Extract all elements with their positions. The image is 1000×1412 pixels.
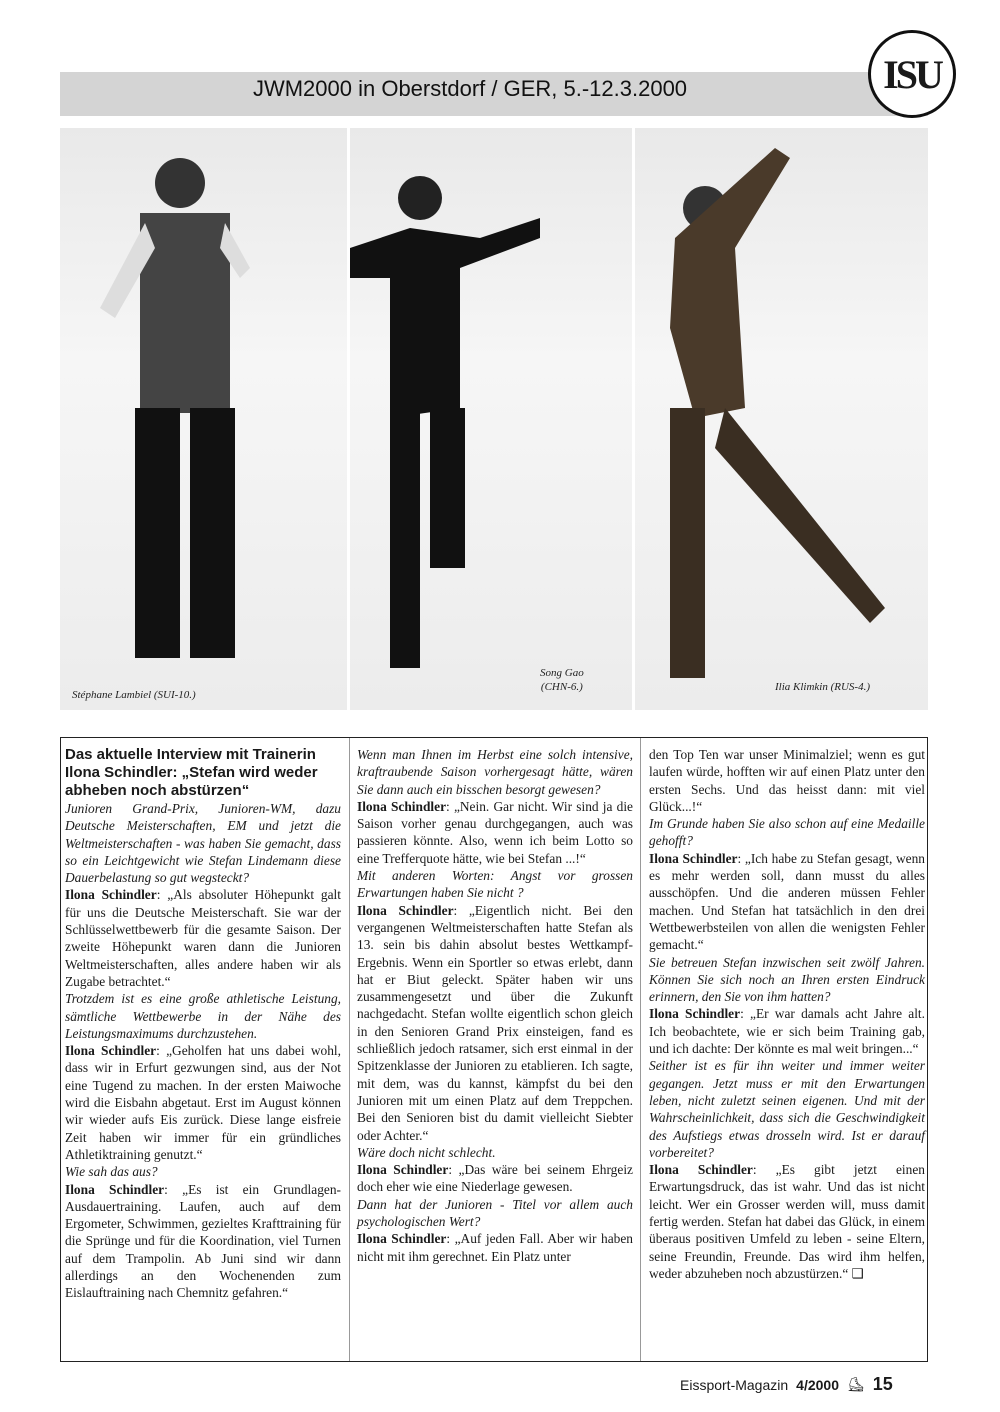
interview-article [60, 737, 928, 1362]
speaker-name: Ilona Schindler [65, 887, 157, 903]
answer-text: : „Es gibt jetzt einen Erwartungsdruck, das ist wahr. Und das ist nicht leicht. Wer ein Grosser werden will, muss damit fertig werden. Stefan hat dabei das Glück, in einem überaus positiven Umfeld zu leben - seine Eltern, seine Freundin, Freunde. Das wird ihm helfen, weder abzuheben noch abzustürzen.“ ❑ [649, 1162, 925, 1281]
text-paragraph: den Top Ten war unser Minimalziel; wenn es gut laufen würde, hofften wir auf einen Platz unter den ersten Sechs. Und das heisst dann: mit viel Glück...!“ [649, 747, 925, 814]
article-headline: Das aktuelle Interview mit Trainerin Ilona Schindler: „Stefan wird weder abheben noch abstürzen“ [65, 746, 318, 799]
question-paragraph: Dann hat der Junioren - Titel vor allem auch psychologischen Wert? [357, 1196, 633, 1230]
speaker-name: Ilona Schindler [357, 902, 454, 918]
answer-paragraph [649, 850, 925, 954]
issue-number: 4/2000 [796, 1376, 839, 1393]
answer-paragraph [357, 902, 633, 1144]
answer-paragraph [649, 1161, 925, 1282]
question-paragraph: Wenn man Ihnen im Herbst eine solch intensive, kraftraubende Saison vorhergesagt hätte, wären Sie dann auch ein bisschen besorgt gewesen? [357, 747, 633, 797]
photo-lambiel [60, 128, 347, 710]
answer-paragraph [65, 1181, 341, 1302]
speaker-name: Ilona Schindler [357, 1162, 449, 1178]
page-footer [680, 1374, 960, 1395]
speaker-name: Ilona Schindler [649, 1162, 753, 1178]
answer-paragraph [649, 1005, 925, 1057]
question-paragraph: Seither ist es für ihn weiter und immer weiter gegangen. Jetzt muss er mit den Erwartungen leben, nicht zuletzt seinen eigenen. Und mit der Wahrscheinlichkeit, dass sich die Geschwindigkeit des Aufstiegs etwas drosseln wird. Ist er darauf vorbereitet? [649, 1058, 925, 1160]
speaker-name: Ilona Schindler [357, 1231, 447, 1247]
answer-text: : „Es ist ein Grundlagen-Ausdauertraining. Laufen, auch auf dem Ergometer, Schwimmen, gezieltes Krafttraining für die Sprünge und für die Koordination, viel Turnen auf dem Trampolin. Ab Juni sind wir dann allerdings an den Wochenenden zum Eislauftraining nach Chemnitz gefahren.“ [65, 1181, 341, 1301]
article-column-1 [65, 746, 341, 1302]
speaker-name: Ilona Schindler [649, 850, 738, 866]
question-paragraph: Wie sah das aus? [65, 1164, 158, 1180]
answer-text: : „Als absoluter Höhepunkt galt für uns die Deutsche Meisterschaft. Sie war der Schlüsselwettbewerb für die gesamte Saison. Der zweite Höhepunkt waren dann die Junioren Weltmeisterschaften, alles andere haben wir als Zugabe betrachtet.“ [65, 887, 342, 989]
answer-text: : „Eigentlich nicht. Bei den vergangenen Weltmeisterschaften hatte Stefan als 13. sein bis dahin absolut bestes Wettkampf-Ergebnis. Wenn ein Sportler so etwas erlebt, dann hat er Biut geleckt. Später haben wir uns zusammengesetzt und über die Zukunft nachgedacht. Stefan wollte eigentlich schon gleich in den Senioren Grand Prix einsteigen, fand es schließlich jedoch ratsamer, sich erst einmal in der Spitzenklasse der Junioren zu etablieren. Ich sagte, mit dem, was du kannst, kämpfst du bei den Junioren mit um einen Platz auf dem Treppchen. Bei den Senioren bist du damit vielleicht Siebter oder Achter.“ [357, 902, 633, 1143]
photo-gao [350, 128, 632, 710]
speaker-name: Ilona Schindler [65, 1043, 157, 1059]
answer-paragraph [357, 1161, 633, 1196]
skate-logo-icon: ⛸ [846, 1376, 865, 1392]
answer-text: : „Das wäre bei seinem Ehrgeiz doch eher wie eine Niederlage gewesen. [357, 1162, 633, 1195]
speaker-name: Ilona Schindler [357, 798, 447, 814]
skater-figure-icon [635, 128, 928, 710]
isu-logo: ISU [868, 30, 956, 118]
answer-paragraph [357, 1230, 633, 1265]
question-paragraph: Trotzdem ist es eine große athletische Leistung, sämtliche Wettbewerbe in der Nähe des Leistungsmaximums durchzustehen. [65, 991, 341, 1041]
column-divider [349, 738, 350, 1361]
caption-name: Song Gao [540, 667, 584, 679]
question-paragraph: Wäre doch nicht schlecht. [357, 1144, 496, 1160]
answer-text: : „Ich habe zu Stefan gesagt, wenn es mehr werden soll, dann musst du alles ausschöpfen. Und die anderen müssen Fehler machen. Und Stefan hat tatsächlich in den drei Wettbewerbsteilen von allen die wenigsten Fehler gemacht.“ [649, 850, 925, 953]
answer-text: : „Er war damals acht Jahre alt. Ich beobachtete, wie er sich beim Training gab, und ich dachte: Der könnte es mal weit bringen...“ [649, 1006, 925, 1057]
photo-klimkin [635, 128, 928, 710]
article-column-2 [357, 746, 633, 1265]
answer-paragraph [65, 1042, 341, 1163]
answer-text: : „Auf jeden Fall. Aber wir haben nicht mit ihm gerechnet. Ein Platz unter [357, 1231, 633, 1264]
skater-figure-icon [350, 128, 632, 710]
column-divider [640, 738, 641, 1361]
page-number: 15 [872, 1374, 893, 1394]
question-paragraph: Mit anderen Worten: Angst vor grossen Erwartungen haben Sie nicht ? [357, 868, 633, 901]
skater-figure-icon [60, 128, 347, 710]
question-paragraph: Sie betreuen Stefan inzwischen seit zwölf Jahren. Können Sie sich noch an Ihren ersten Eindruck erinnern, den Sie von ihm hatten? [649, 954, 925, 1005]
caption-rank: (CHN-6.) [540, 681, 583, 693]
question-paragraph: Junioren Grand-Prix, Junioren-WM, dazu Deutsche Meisterschaften, EM und jetzt die Weltmeisterschaften - was haben Sie gemacht, dass so ein Leichtgewicht wie Stefan Lindemann diese Dauerbelastung so gut wegsteckt? [65, 801, 341, 886]
photo-caption [540, 666, 584, 694]
answer-text: : „Nein. Gar nicht. Wir sind ja die Saison vorher genau durchgegangen, auch was passieren könnte. Also, wenn ich beim Lotto so eine Trefferquote hätte, wie bei Stefan ...!“ [357, 798, 633, 866]
magazine-name: Eissport-Magazin [680, 1376, 789, 1393]
article-column-3 [649, 746, 925, 1282]
answer-paragraph [65, 886, 341, 990]
question-paragraph: Im Grunde haben Sie also schon auf eine Medaille gehofft? [649, 816, 925, 849]
answer-paragraph [357, 798, 633, 867]
page-title: JWM2000 in Oberstdorf / GER, 5.-12.3.2000 [252, 76, 688, 101]
speaker-name: Ilona Schindler [649, 1006, 741, 1022]
photo-caption: Stéphane Lambiel (SUI-10.) [72, 689, 196, 701]
answer-text: : „Geholfen hat uns dabei wohl, dass wir in Erfurt gezwungen sind, aus der Not eine Tugend zu machen. In der ersten Maiwoche wird die Eisbahn abgetaut. Erst im August können wir wieder aufs Eis zurück. Diese lange eisfreie Zeit haben wir immer für ein gründliches Athletiktraining genutzt.“ [65, 1043, 341, 1162]
speaker-name: Ilona Schindler [65, 1181, 165, 1197]
photo-caption: Ilia Klimkin (RUS-4.) [775, 681, 871, 693]
